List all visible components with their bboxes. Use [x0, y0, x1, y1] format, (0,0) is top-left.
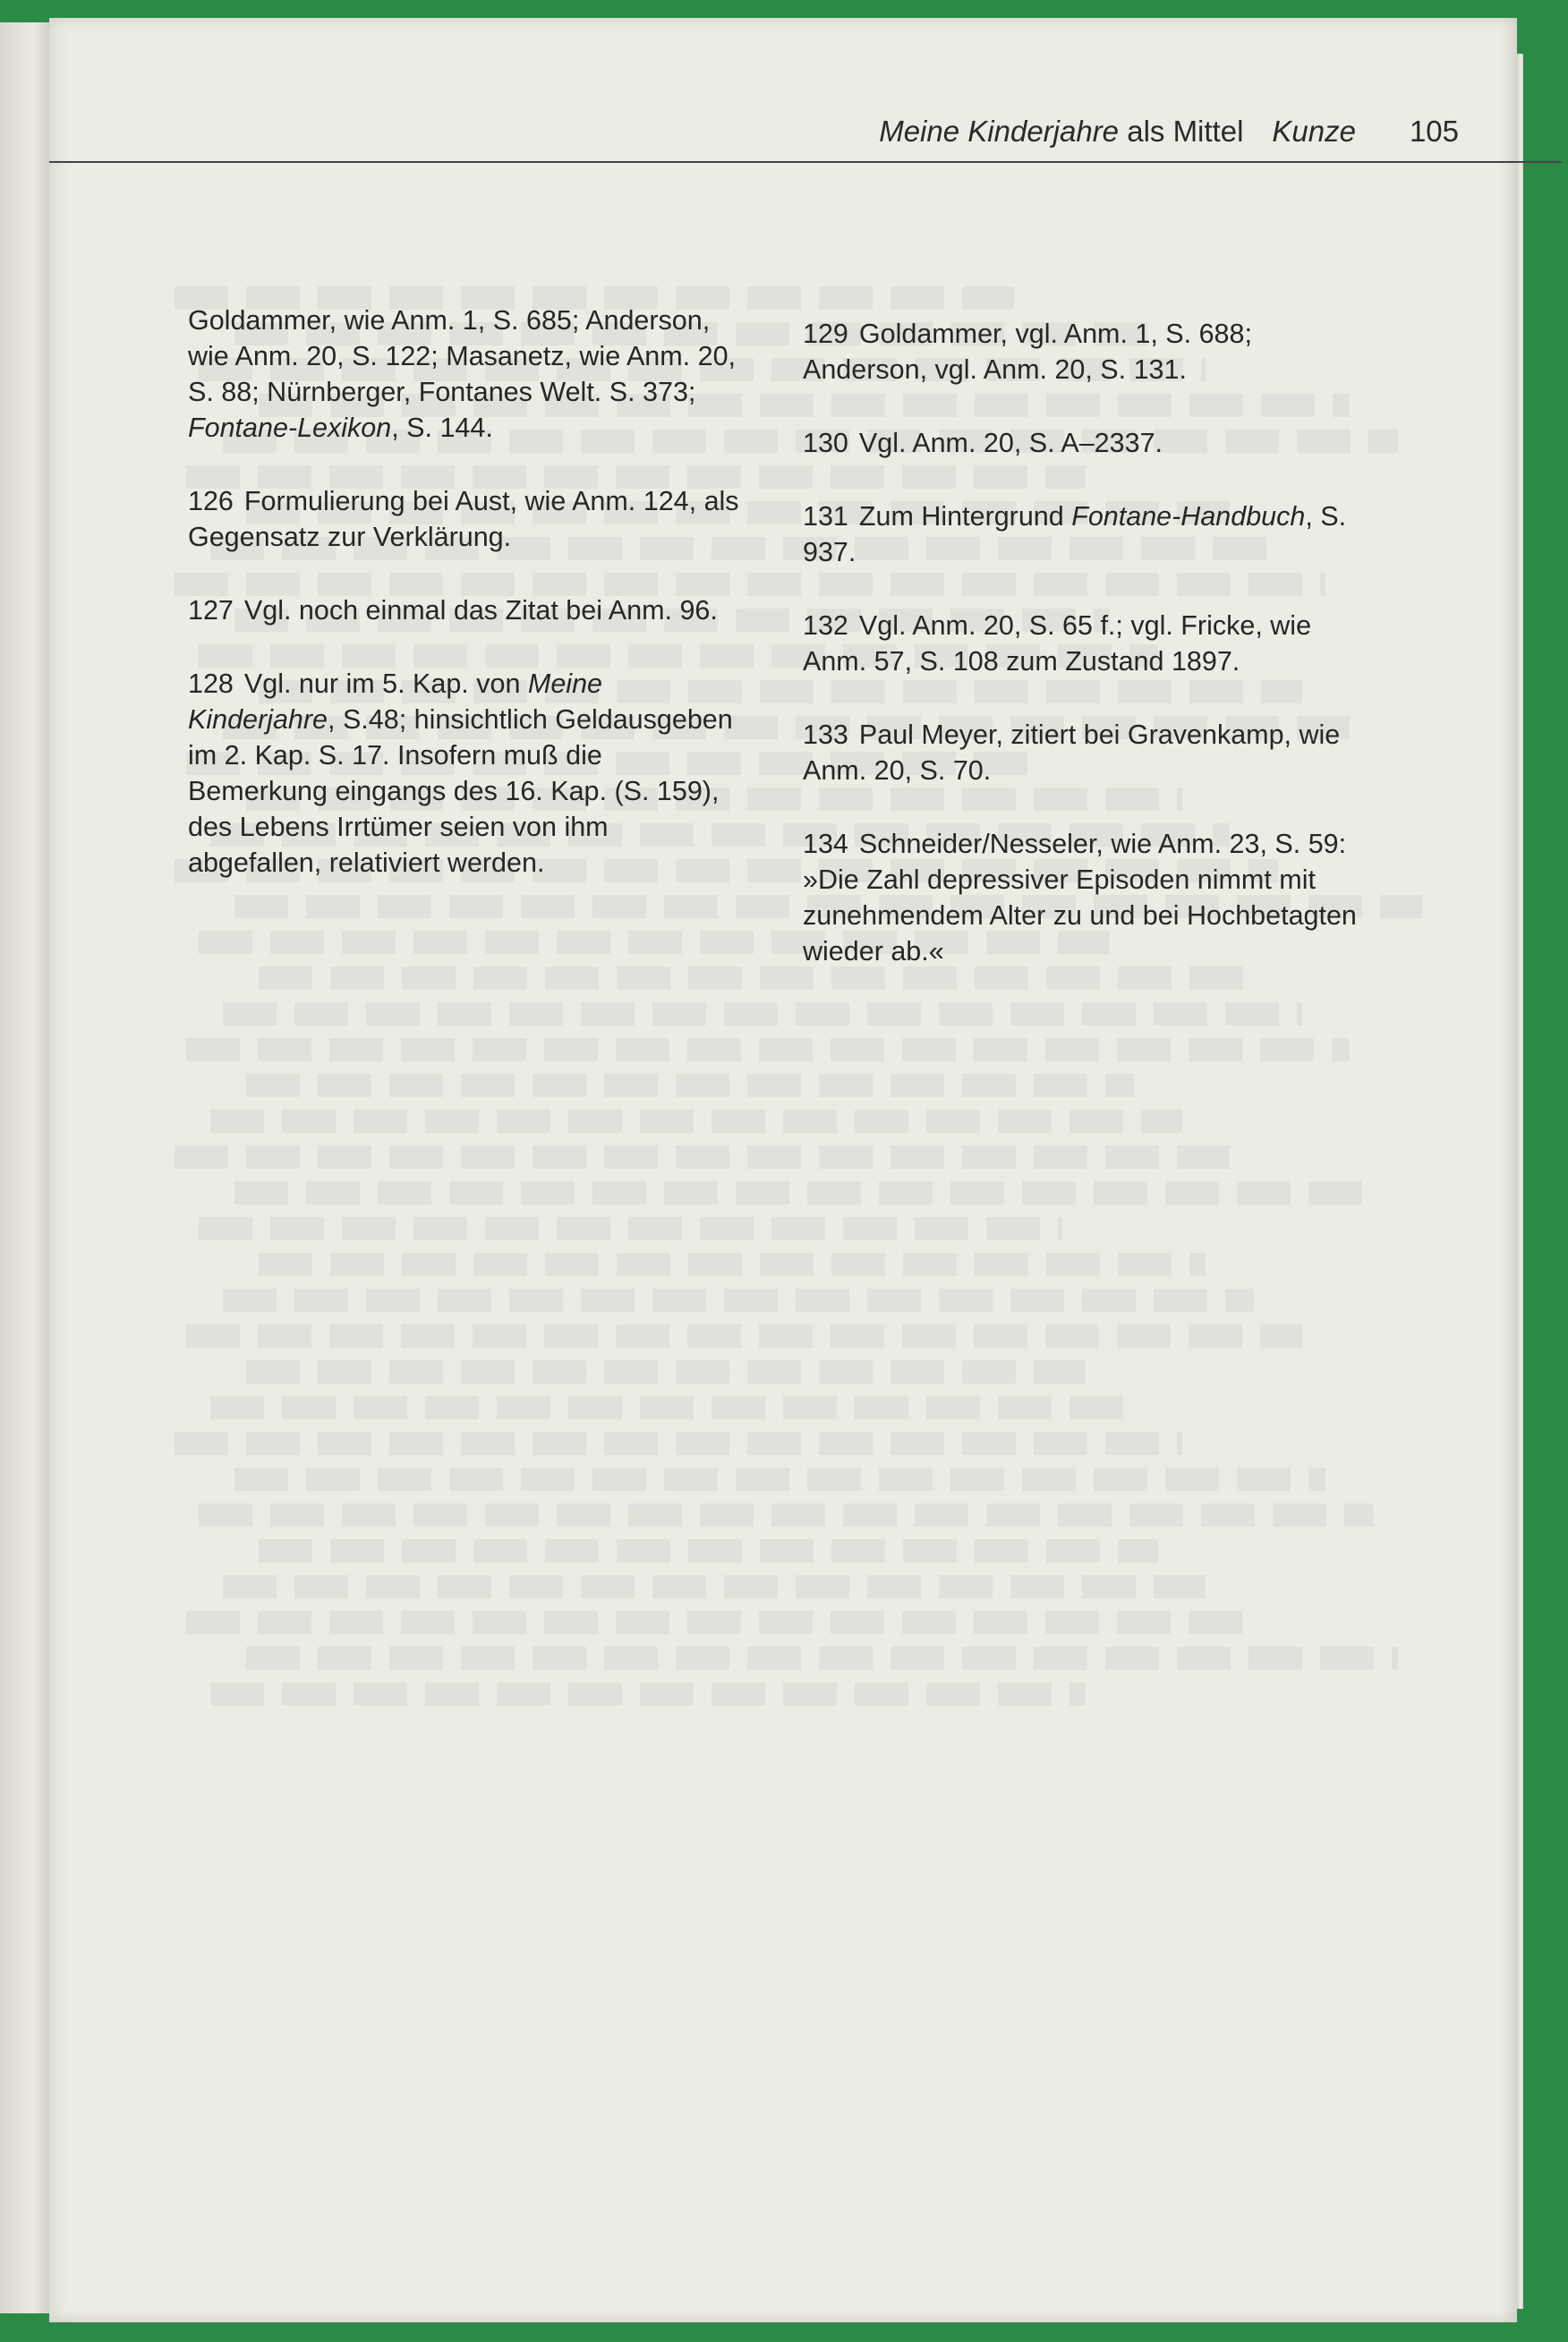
- bleed-through-line: [234, 1181, 1374, 1205]
- footnote-number: 130: [803, 428, 848, 458]
- footnote: [803, 826, 1367, 969]
- footnote-text: Vgl. Anm. 20, S. A–2337.: [858, 428, 1163, 458]
- footnote: [188, 592, 743, 628]
- footnote-text: Vgl. nur im 5. Kap. von: [243, 669, 528, 699]
- footnote-text: Goldammer, vgl. Anm. 1, S. 688; Anderson, vgl. Anm. 20, S. 131.: [803, 319, 1252, 385]
- page-number: 105: [1409, 115, 1459, 148]
- bleed-through-line: [246, 1647, 1397, 1670]
- title-rest: als Mittel: [1119, 115, 1244, 148]
- footnote: [803, 498, 1367, 570]
- footnote-italic-text: Fontane-Handbuch: [1071, 501, 1306, 532]
- footnote: [803, 717, 1367, 788]
- bleed-through-line: [199, 1503, 1374, 1527]
- footnote: [803, 316, 1367, 387]
- footnote-text: Vgl. Anm. 20, S. 65 f.; vgl. Fricke, wie Anm. 57, S. 108 zum Zustand 1897.: [803, 610, 1312, 677]
- book-page: [49, 18, 1517, 2322]
- footnote-number: 126: [188, 486, 234, 516]
- bleed-through-line: [259, 1253, 1206, 1276]
- footnote: [188, 302, 743, 446]
- bleed-through-line: [199, 1217, 1062, 1240]
- header-rule: [49, 161, 1562, 163]
- bleed-through-line: [210, 1110, 1181, 1133]
- footnote-text: Vgl. noch einmal das Zitat bei Anm. 96.: [243, 595, 718, 626]
- bleed-through-line: [210, 1396, 1134, 1419]
- footnote-text: Zum Hintergrund: [858, 501, 1072, 532]
- footnote-number: 134: [803, 829, 848, 859]
- footnote-text: , S.48; hinsichtlich Geldausgeben im 2. Kap. S. 17. Insofern muß die Bemerkung eingangs des 16. Kap. (S. 159), des Lebens Irrtümer seien von ihm abgefallen, relativiert werden.: [188, 704, 733, 878]
- footnote: [803, 608, 1367, 679]
- facing-page-edge: [0, 22, 55, 2313]
- footnote-text: , S. 937.: [803, 501, 1347, 567]
- bleed-through-line: [259, 1539, 1158, 1563]
- footnote-text: Schneider/Nesseler, wie Anm. 23, S. 59: »Die Zahl depressiver Episoden nimmt mit zunehmendem Alter zu und bei Hochbetagten wieder ab.«: [803, 829, 1357, 967]
- footnote-text: Paul Meyer, zitiert bei Gravenkamp, wie Anm. 20, S. 70.: [803, 720, 1341, 786]
- bleed-through-line: [210, 1682, 1086, 1706]
- footnote: [803, 425, 1367, 461]
- footnote-text: Formulierung bei Aust, wie Anm. 124, als Gegensatz zur Verklärung.: [188, 486, 739, 552]
- footnote-text: , S. 144.: [391, 413, 493, 443]
- bleed-through-line: [234, 1468, 1325, 1491]
- bleed-through-line: [246, 1360, 1086, 1384]
- bleed-through-line: [223, 1575, 1206, 1598]
- footnote: [188, 483, 743, 555]
- bleed-through-line: [186, 1611, 1254, 1634]
- footnote-italic-text: Meine Kinderjahre: [188, 669, 602, 735]
- title-italic: Meine Kinderjahre: [879, 115, 1120, 148]
- footnote-number: 129: [803, 319, 848, 349]
- footnote-italic-text: Fontane-Lexikon: [188, 413, 392, 443]
- footnote: [188, 666, 743, 881]
- bleed-through-line: [175, 1145, 1230, 1169]
- footnote-text: Goldammer, wie Anm. 1, S. 685; Anderson, wie Anm. 20, S. 122; Masanetz, wie Anm. 20, S. 88; Nürnberger, Fontanes Welt. S. 373;: [188, 305, 737, 407]
- bleed-through-line: [223, 1289, 1254, 1312]
- notes-column-right: [803, 316, 1367, 1007]
- footnote-number: 127: [188, 595, 234, 626]
- footnote-number: 131: [803, 501, 848, 532]
- notes-column-left: [188, 302, 743, 918]
- bleed-through-line: [186, 1038, 1350, 1061]
- running-header: [49, 115, 1459, 150]
- footnote-number: 132: [803, 610, 848, 641]
- author: Kunze: [1272, 115, 1356, 148]
- footnote-number: 133: [803, 720, 848, 750]
- footnote-number: 128: [188, 669, 234, 699]
- bleed-through-line: [246, 1074, 1134, 1097]
- running-title: [879, 115, 1356, 149]
- bleed-through-line: [175, 1432, 1182, 1455]
- bleed-through-line: [186, 1324, 1301, 1348]
